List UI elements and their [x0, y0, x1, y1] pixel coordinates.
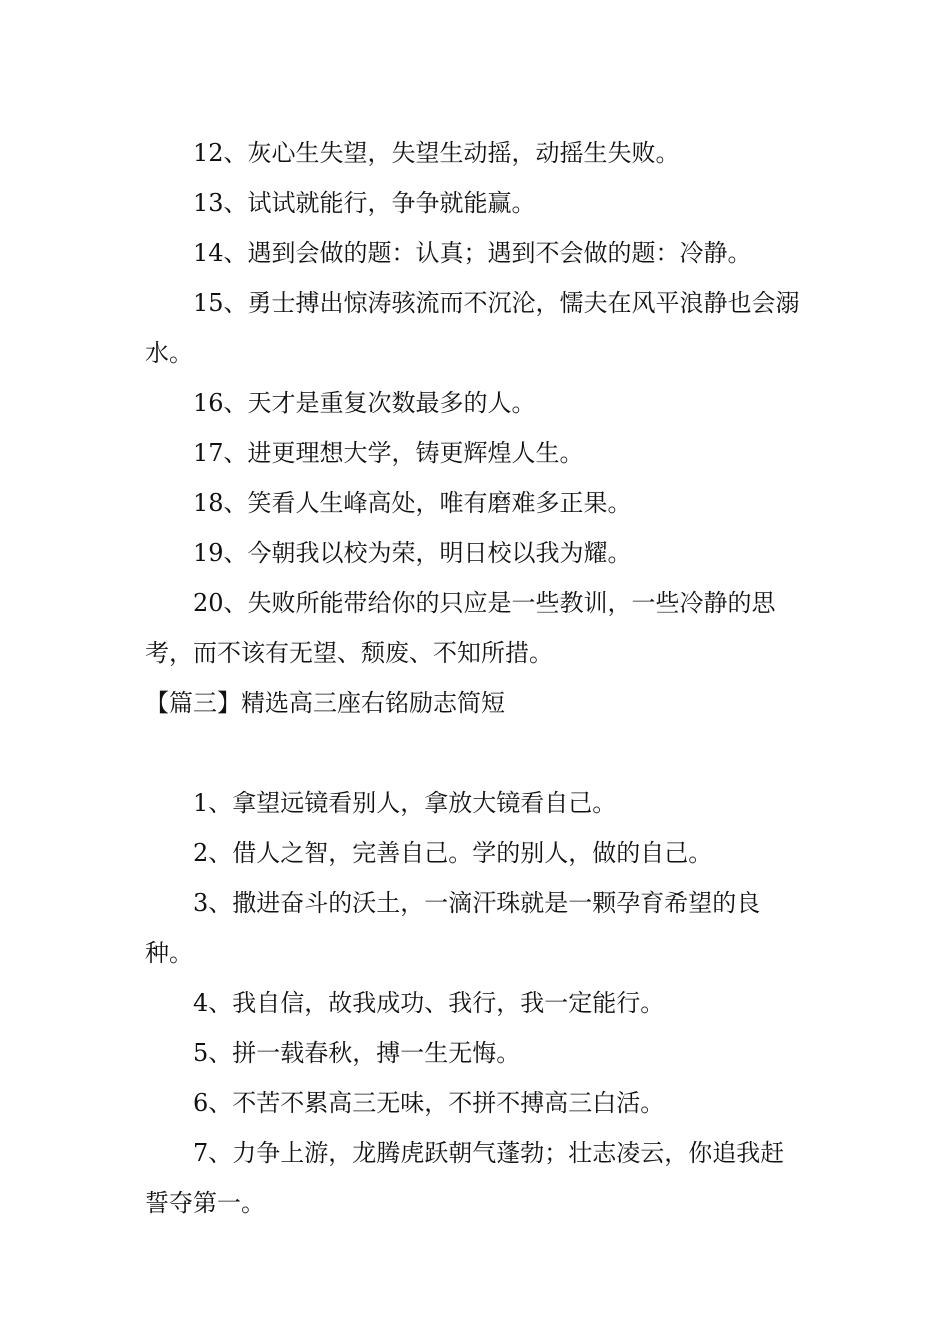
list-item: 15、勇士搏出惊涛骇流而不沉沦，懦夫在风平浪静也会溺水。: [145, 289, 800, 367]
list-item: 2、借人之智，完善自己。学的别人，做的自己。: [193, 839, 713, 867]
list-item: 17、进更理想大学，铸更辉煌人生。: [193, 439, 584, 467]
section-heading: 【篇三】精选高三座右铭励志简短: [145, 689, 505, 717]
list-item: 16、天才是重复次数最多的人。: [193, 389, 536, 417]
list-item: 7、力争上游，龙腾虎跃朝气蓬勃；壮志凌云，你追我赶誓夺第一。: [145, 1139, 785, 1217]
list-item: 4、我自信，故我成功、我行，我一定能行。: [193, 989, 665, 1017]
spacer: [145, 728, 807, 778]
list-item: 19、今朝我以校为荣，明日校以我为耀。: [193, 539, 632, 567]
list-item: 20、失败所能带给你的只应是一些教训，一些冷静的思考，而不该有无望、颓废、不知所措。: [145, 589, 776, 667]
list-item: 13、试试就能行，争争就能赢。: [193, 189, 536, 217]
list-item: 3、撒进奋斗的沃土，一滴汗珠就是一颗孕育希望的良种。: [145, 889, 761, 967]
list-item: 14、遇到会做的题：认真；遇到不会做的题：冷静。: [193, 239, 752, 267]
list-item: 12、灰心生失望，失望生动摇，动摇生失败。: [193, 139, 680, 167]
list-item: 18、笑看人生峰高处，唯有磨难多正果。: [193, 489, 632, 517]
list-item: 5、拼一载春秋，搏一生无悔。: [193, 1039, 521, 1067]
list-item: 6、不苦不累高三无味，不拼不搏高三白活。: [193, 1089, 665, 1117]
list-item: 1、拿望远镜看别人，拿放大镜看自己。: [193, 789, 617, 817]
document-body: [145, 128, 807, 1228]
